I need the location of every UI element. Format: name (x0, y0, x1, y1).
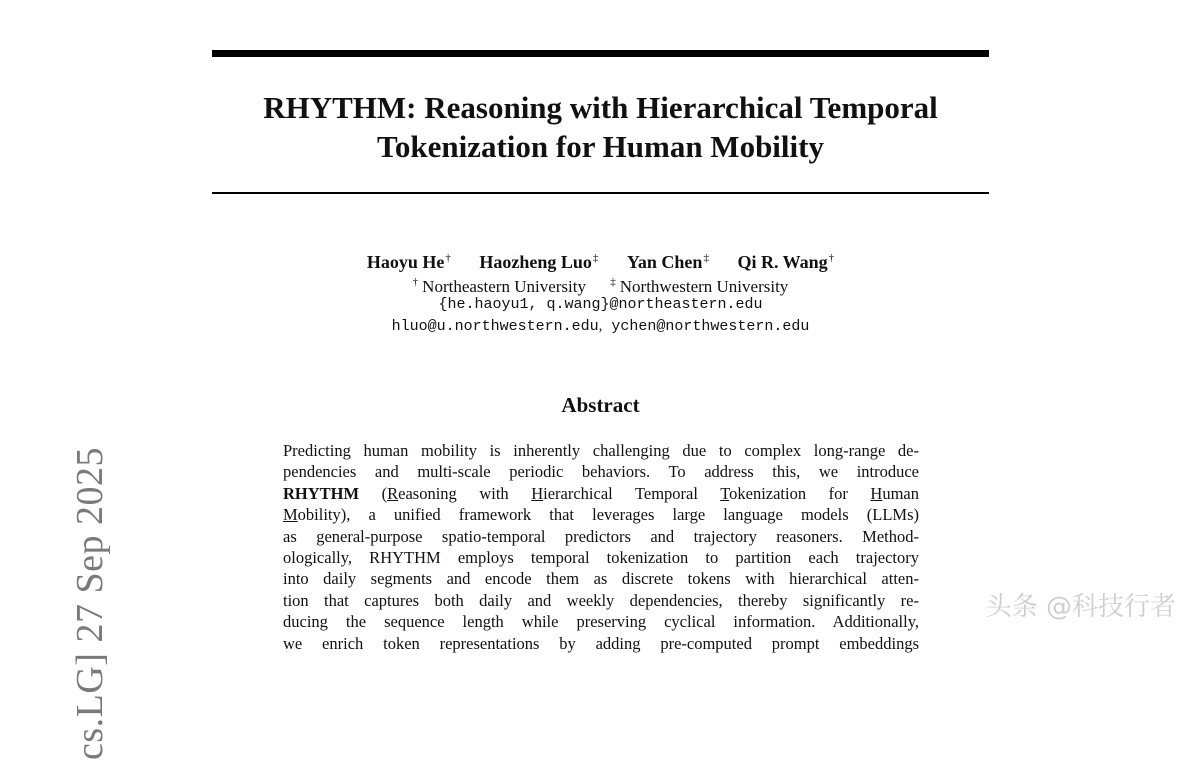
arxiv-side-stamp: cs.LG] 27 Sep 2025 (69, 447, 111, 760)
abstract-line: tion that captures both daily and weekly dependencies, thereby significantly re- (283, 590, 919, 610)
author-list (212, 246, 989, 274)
author: Haozheng Luo‡ (479, 252, 599, 272)
affiliation-list (212, 271, 989, 298)
abstract-line: ologically, RHYTHM employs temporal tokenization to partition each trajectory (283, 547, 919, 567)
abstract-line: pendencies and multi-scale periodic behaviors. To address this, we introduce (283, 462, 919, 482)
author: Qi R. Wang† (737, 252, 835, 272)
affiliation: † Northeastern University (412, 276, 586, 296)
abstract-line: RHYTHM (Reasoning with Hierarchical Temporal Tokenization for Human (283, 483, 919, 503)
abstract-line: Mobility), a unified framework that leverages large language models (LLMs) (283, 505, 919, 525)
abstract-line: as general-purpose spatio-temporal predictors and trajectory reasoners. Method- (283, 526, 919, 546)
abstract-line: we enrich token representations by adding pre-computed prompt embeddings (283, 633, 919, 653)
abstract-line: Predicting human mobility is inherently challenging due to complex long-range de- (283, 441, 919, 460)
watermark-logo: 头条 @科技行者 (985, 592, 1176, 622)
affiliation: ‡ Northwestern University (610, 276, 789, 296)
email-line-1: {he.haoyu1, q.wang}@northeastern.edu (438, 296, 763, 313)
abstract-body (283, 440, 919, 654)
title-bottom-rule (212, 192, 989, 194)
abstract-line: ducing the sequence length while preserving cyclical information. Additionally, (283, 612, 919, 632)
email-line-2: hluo@u.northwestern.edu, ychen@northwestern.edu (391, 318, 810, 335)
paper-title-line-2: Tokenization for Human Mobility (377, 129, 824, 164)
author: Haoyu He† (366, 252, 451, 272)
abstract-heading: Abstract (561, 393, 640, 417)
paper-title-line-1: RHYTHM: Reasoning with Hierarchical Temporal (263, 90, 938, 125)
author: Yan Chen‡ (626, 252, 709, 272)
title-top-rule (212, 50, 989, 57)
abstract-line: into daily segments and encode them as discrete tokens with hierarchical atten- (283, 569, 919, 589)
paper-title (212, 88, 989, 166)
